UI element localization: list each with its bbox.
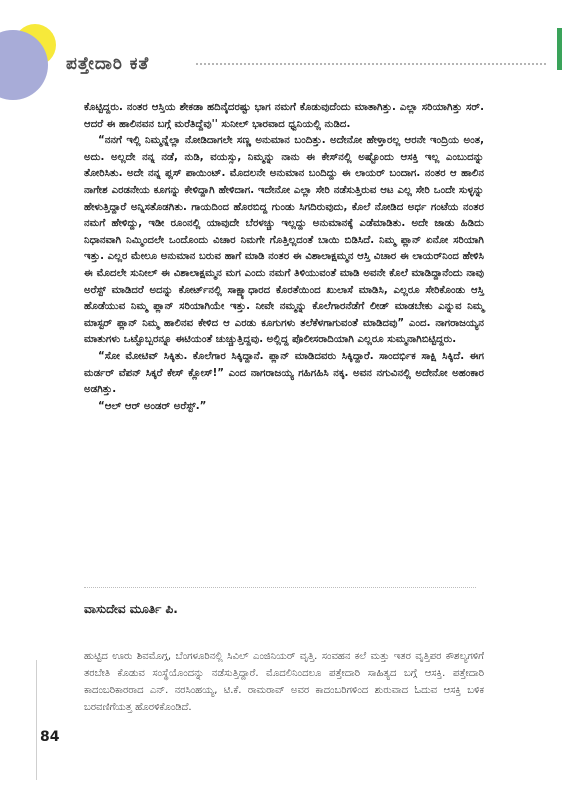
header-dotted-divider [196, 63, 546, 65]
author-dotted-divider [84, 587, 476, 588]
decorative-green-tab [557, 28, 562, 70]
story-body [84, 100, 484, 415]
author-name: ವಾಸುದೇವ ಮೂರ್ತಿ ಪಿ. [84, 602, 178, 616]
page-number: 84 [40, 729, 60, 745]
story-paragraph: “ಆಲ್ ಆರ್ ಅಂಡರ್ ಅರೆಸ್ಟ್.” [98, 400, 207, 412]
author-bio: ಹುಟ್ಟಿದ ಊರು ಶಿವಮೊಗ್ಗ, ಬೆಂಗಳೂರಿನಲ್ಲಿ ಸಿವಿಲ್ ಎಂಜಿನಿಯರ್ ವೃತ್ತಿ. ಸಂವಹನ ಕಲೆ ಮತ್ತು ಇತರ ವೃತ್ತಿಪರ ಕೌಶಲ್ಯಗಳಿಗೆ ತರಬೇತಿ ಕೊಡುವ ಸಂಸ್ಥೆಯೊಂದನ್ನು ನಡೆಸುತ್ತಿದ್ದಾರೆ. ಮೊದಲಿನಿಂದಲೂ ಪತ್ತೇದಾರಿ ಸಾಹಿತ್ಯದ ಬಗ್ಗೆ ಆಸಕ್ತಿ. ಪತ್ತೇದಾರಿ ಕಾದಂಬರಿಕಾರರಾದ ಎನ್. ನರಸಿಂಹಯ್ಯ, ಟಿ.ಕೆ. ರಾಮರಾವ್ ಅವರ ಕಾದಂಬರಿಗಳಿಂದ ಶುರುವಾದ ಓದುವ ಆಸಕ್ತಿ ಬಳಿಕ ಬರವಣಿಗೆಯತ್ತ ಹೊರಳಿಕೊಂಡಿದೆ. [84, 651, 484, 713]
section-title: ಪತ್ತೇದಾರಿ ಕತೆ [66, 54, 150, 74]
story-paragraph: “ನನಗೆ ಇಲ್ಲಿ ನಿಮ್ಮನ್ನೆಲ್ಲಾ ನೋಡಿದಾಗಲೇ ಸಣ್ಣ ಅನುಮಾನ ಬಂದಿತ್ತು. ಅದೇನೋ ಹೇಳ್ತಾರಲ್ಲ ಆರನೇ ಇಂದ್ರಿಯ ಅಂತ, ಅದು. ಅಲ್ಲದೇ ನನ್ನ ನಡೆ, ನುಡಿ, ವಯಸ್ಸು, ನಿಮ್ಮನ್ನು ನಾನು ಈ ಕೇಸ್‌ನಲ್ಲಿ ಅಷ್ಟೊಂದು ಆಸಕ್ತಿ ಇಲ್ಲ ಎಂಬುದನ್ನು ತೋರಿಸಿತು. ಅದೇ ನನ್ನ ಪ್ಲಸ್ ಪಾಯಿಂಟ್. ಮೊದಲನೇ ಅನುಮಾನ ಬಂದಿದ್ದು ಈ ಲಾಯರ್ ಬಂದಾಗ. ನಂತರ ಆ ಹಾಲಿನ ನಾಗೇಶ ಎರಡನೇಯ ಕೂಗನ್ನು ಕೇಳಿದ್ದಾಗಿ ಹೇಳಿದಾಗ. ಇದೇನೋ ಎಲ್ಲಾ ಸೇರಿ ನಡೆಸುತ್ತಿರುವ ಆಟ ಎಲ್ಲ ಸೇರಿ ಒಂದೇ ಸುಳ್ಳನ್ನು ಹೇಳುತ್ತಿದ್ದಾರೆ ಅನ್ನಿಸತೊಡಗಿತು. ಗಾಯದಿಂದ ಹೊರಬಿದ್ದ ಗುಂಡು ಸಿಗದಿರುವುದು, ಕೊಲೆ ನೋಡಿದ ಅರ್ಧ ಗಂಟೆಯ ನಂತರ ನಮಗೆ ಹೇಳಿದ್ದು, ಇಡೀ ರೂಂನಲ್ಲಿ ಯಾವುದೇ ಬೆರಳಚ್ಚು ಇಲ್ಲದ್ದು ಅನುಮಾನಕ್ಕೆ ಎಡೆಮಾಡಿತು. ಅದೇ ಜಾಡು ಹಿಡಿದು ನಿಧಾನವಾಗಿ ನಿಮ್ಮಿಂದಲೇ ಒಂದೊಂದು ವಿಚಾರ ನಿಮಗೇ ಗೊತ್ತಿಲ್ಲದಂತೆ ಬಾಯಿ ಬಿಡಿಸಿದೆ. ನಿಮ್ಮ ಪ್ಲಾನ್ ಏನೋ ಸರಿಯಾಗಿ ಇತ್ತು. ಎಲ್ಲರ ಮೇಲೂ ಅನುಮಾನ ಬರುವ ಹಾಗೆ ಮಾಡಿ ನಂತರ ಈ ವಿಶಾಲಾಕ್ಷಮ್ಮನ ಆಸ್ತಿ ವಿಚಾರ ಈ ಲಾಯರ್‌ನಿಂದ ಹೇಳಿಸಿ ಈ ಮೊದಲೇ ಸುನೀಲ್ ಈ ವಿಶಾಲಾಕ್ಷಮ್ಮನ ಮಗ ಎಂದು ನಮಗೆ ತಿಳಿಯುವಂತೆ ಮಾಡಿ ಅವನೇ ಕೊಲೆ ಮಾಡಿದ್ದಾನೆಂದು ನಾವು ಅರೆಸ್ಟ್ ಮಾಡಿದರೆ ಅದನ್ನು ಕೋರ್ಟ್‌ನಲ್ಲಿ ಸಾಕ್ಷ್ಯಾಧಾರದ ಕೊರತೆಯಿಂದ ಖುಲಾಸೆ ಮಾಡಿಸಿ, ಎಲ್ಲರೂ ಸೇರಿಕೊಂಡು ಆಸ್ತಿ ಹೊಡೆಯುವ ನಿಮ್ಮ ಪ್ಲಾನ್ ಸರಿಯಾಗಿಯೇ ಇತ್ತು. ನೀವೇ ನಮ್ಮನ್ನು ಕೊಲೆಗಾರನೆಡೆಗೆ ಲೀಡ್ ಮಾಡಬೇಕು ಎನ್ನುವ ನಿಮ್ಮ ಮಾಸ್ಟರ್ ಪ್ಲಾನ್ ನಿಮ್ಮ ಹಾಲಿನವ ಕೇಳಿದ ಆ ಎರಡು ಕೂಗುಗಳು ತಲೆಕೆಳಗಾಗುವಂತೆ ಮಾಡಿದವು” ಎಂದ. ನಾಗರಾಜಯ್ಯನ ಮಾತುಗಳು ಒಟ್ಟೊಬ್ಬರನ್ನೂ ಈಟಿಯಂತೆ ಚುಚ್ಚುತ್ತಿದ್ದವು. ಅಲ್ಲಿದ್ದ ಪೊಲೀಸರಾದಿಯಾಗಿ ಎಲ್ಲರೂ ಸುಮ್ಮನಾಗಿಬಿಟ್ಟಿದ್ದರು. [84, 135, 484, 346]
story-paragraph: ಕೊಟ್ಟಿದ್ದರು. ನಂತರ ಆಸ್ತಿಯ ಶೇಕಡಾ ಹದಿನೈದರಷ್ಟು ಭಾಗ ನಮಗೆ ಕೊಡುವುದೆಂದು ಮಾತಾಗಿತ್ತು. ಎಲ್ಲಾ ಸರಿಯಾಗಿತ್ತು ಸರ್. ಆದರೆ ಈ ಹಾಲಿನವನ ಬಗ್ಗೆ ಮರೆತಿದ್ದೆವು'' ಸುನೀಲ್ ಭಾರವಾದ ಧ್ವನಿಯಲ್ಲಿ ನುಡಿದ. [84, 102, 484, 130]
story-paragraph: “ಸೋ ಮೋಟಿವ್ ಸಿಕ್ಕಿತು. ಕೊಲೆಗಾರ ಸಿಕ್ಕಿದ್ದಾನೆ. ಪ್ಲಾನ್ ಮಾಡಿದವರು ಸಿಕ್ಕಿದ್ದಾರೆ. ಸಾಂದರ್ಭಿಕ ಸಾಕ್ಷಿ ಸಿಕ್ಕಿದೆ. ಈಗ ಮರ್ಡರ್ ವೆಪನ್ ಸಿಕ್ಕರೆ ಕೇಸ್ ಕ್ಲೋಸ್!” ಎಂದ ನಾಗರಾಜಯ್ಯ ಗಹಿಗಹಿಸಿ ನಕ್ಕ. ಅವನ ನಗುವಿನಲ್ಲಿ ಅದೇನೋ ಅಹಂಕಾರ ಅಡಗಿತ್ತು. [84, 350, 484, 396]
margin-rule [36, 660, 37, 780]
